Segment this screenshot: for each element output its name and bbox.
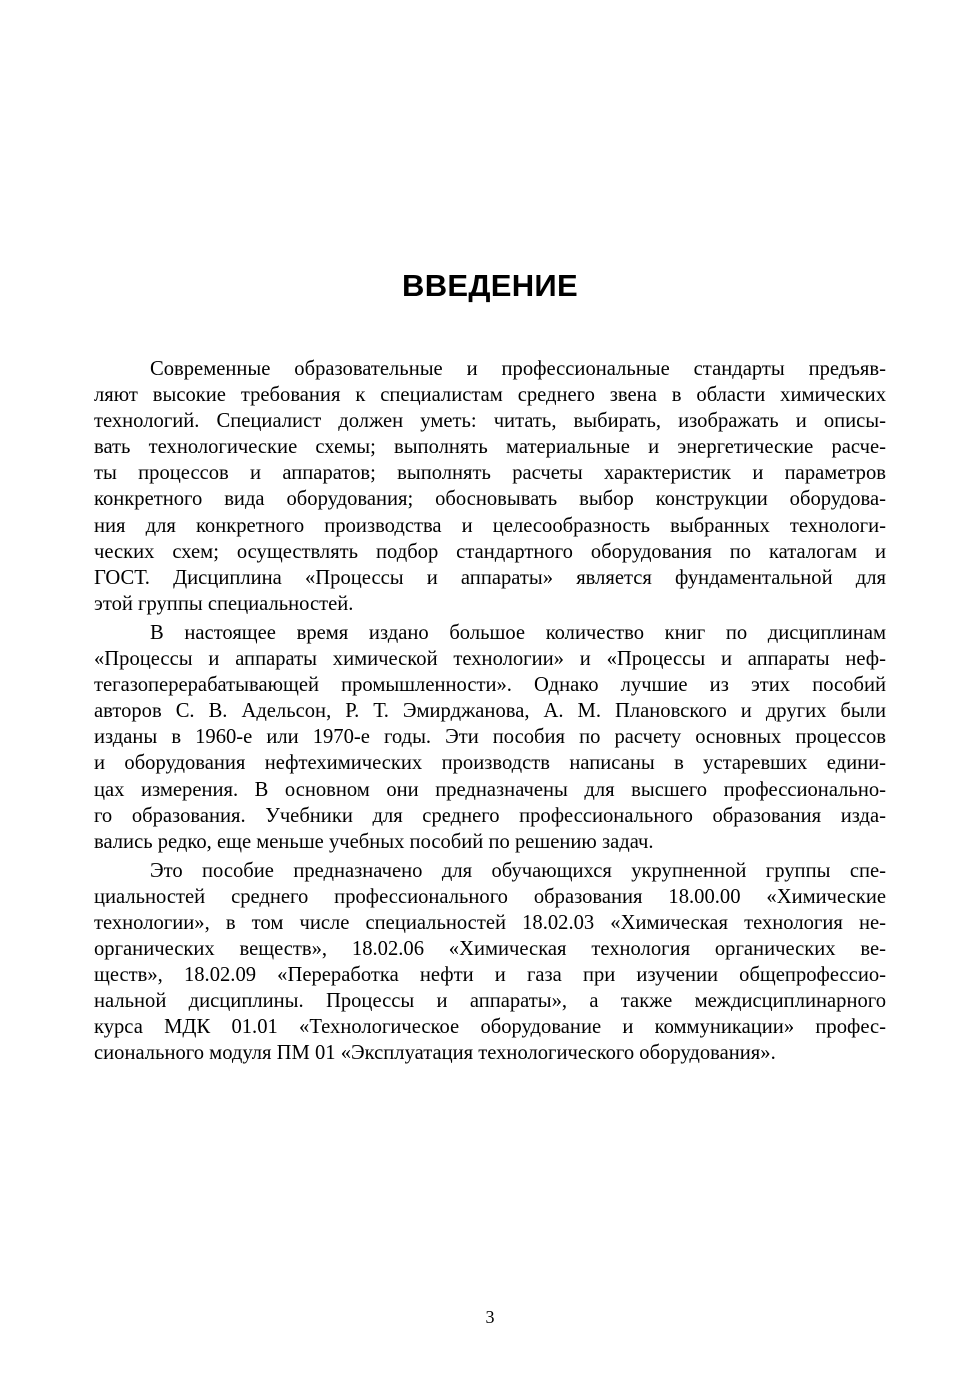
text-line: курса МДК 01.01 «Технологическое оборудование и коммуникации» профес- (94, 1016, 886, 1039)
page-number: 3 (485, 1307, 495, 1327)
text-line: технологий. Специалист должен уметь: читать, выбирать, изображать и описы- (94, 410, 886, 433)
text-line: ния для конкретного производства и целесообразность выбранных технологи- (94, 514, 886, 537)
text-line: органических веществ», 18.02.06 «Химическая технология органических ве- (94, 938, 886, 961)
paragraph-1 (94, 356, 886, 617)
text-line: ГОСТ. Дисциплина «Процессы и аппараты» является фундаментальной для (94, 566, 886, 589)
text-line: вать технологические схемы; выполнять материальные и энергетические расче- (94, 436, 886, 459)
text-line: цах измерения. В основном они предназначены для высшего профессионально- (94, 778, 886, 801)
text-line: ляют высокие требования к специалистам среднего звена в области химических (94, 384, 886, 407)
text-line: конкретного вида оборудования; обосновывать выбор конструкции оборудова- (94, 488, 886, 511)
text-line: технологии», в том числе специальностей 18.02.03 «Химическая технология не- (94, 911, 886, 934)
text-line: циальностей среднего профессионального образования 18.00.00 «Химические (94, 885, 886, 908)
text-line: этой группы специальностей. (94, 592, 354, 615)
text-line: тегазоперерабатывающей промышленности». Однако лучшие из этих пособий (94, 674, 886, 697)
text-line: го образования. Учебники для среднего профессионального образования изда- (94, 804, 886, 827)
text-line: ты процессов и аппаратов; выполнять расчеты характеристик и параметров (94, 462, 886, 485)
text-line: изданы в 1960-е или 1970-е годы. Эти пособия по расчету основных процессов (94, 726, 886, 749)
text-line: В настоящее время издано большое количество книг по дисциплинам (150, 621, 886, 644)
text-line: Современные образовательные и профессиональные стандарты предъяв- (150, 358, 886, 380)
page-title: ВВЕДЕНИЕ (402, 268, 578, 303)
text-line: Это пособие предназначено для обучающихся укрупненной группы спе- (150, 859, 886, 882)
text-line: авторов С. В. Адельсон, Р. Т. Эмирджанова, А. М. Плановского и других были (94, 700, 886, 723)
body-text (94, 356, 886, 1070)
text-line: ществ», 18.02.09 «Переработка нефти и газа при изучении общепрофессио- (94, 964, 886, 987)
paragraph-2 (94, 620, 886, 855)
text-line: «Процессы и аппараты химической технологии» и «Процессы и аппараты неф- (94, 648, 886, 671)
text-line: ческих схем; осуществлять подбор стандартного оборудования по каталогам и (94, 540, 886, 563)
text-line: и оборудования нефтехимических производств написаны в устаревших едини- (94, 752, 886, 775)
text-line: вались редко, еще меньше учебных пособий по решению задач. (94, 830, 654, 853)
paragraph-3 (94, 858, 886, 1067)
text-line: сионального модуля ПМ 01 «Эксплуатация технологического оборудования». (94, 1042, 776, 1065)
text-line: нальной дисциплины. Процессы и аппараты», а также междисциплинарного (94, 990, 886, 1013)
